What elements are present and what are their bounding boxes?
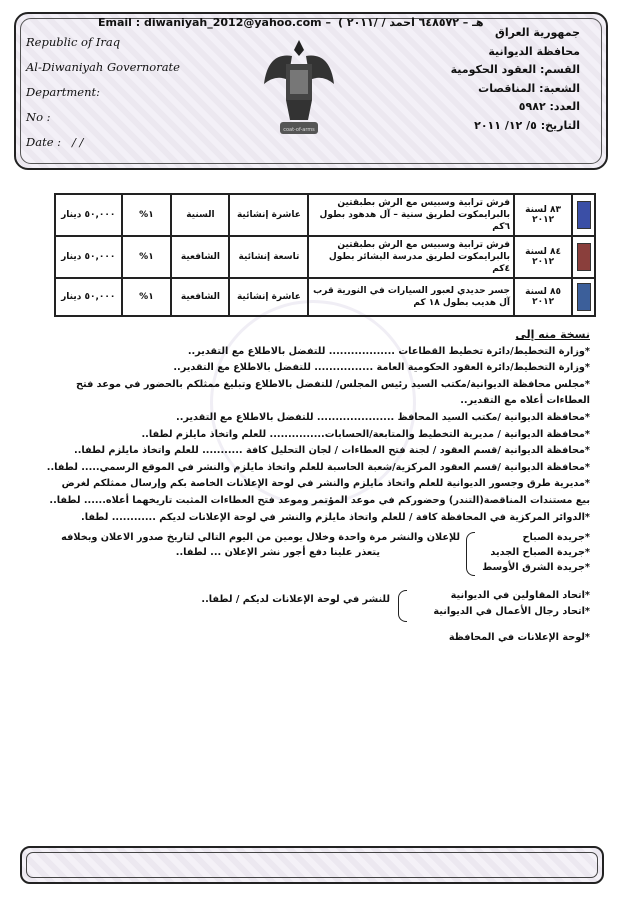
eagle-emblem-icon <box>262 34 336 154</box>
tender-percent: ١% <box>122 236 172 278</box>
tender-amount: ٥٠,٠٠٠ دينار <box>55 194 122 236</box>
list-item: *مديرية طرق وجسور الديوانية للعلم واتخاذ مايلزم والنشر في لوحة الإعلانات الخاصة بكم وإرسال ممثلكم لغرض بيع مستندات المناقصة(التندر) وحضوركم في موعد المؤتمر وموعد فتح العطاءات المثبت تاريخهما أعلاه...... لطفا.. <box>49 478 590 506</box>
republic-ar: جمهورية العراق <box>495 26 580 39</box>
list-item: *الدوائر المركزية في المحافظة كافة / للعلم واتخاذ مايلزم والنشر في لوحة الإعلانات لديكم ............ لطفا. <box>81 511 590 523</box>
list-item: *محافظة الديوانية / مديرية التخطيط والمتابعة/الحسابات............... للعلم واتخاذ مايلزم لطفا.. <box>141 428 590 440</box>
row-color-swatch <box>577 243 591 271</box>
list-item: *جريدة الصباح <box>522 532 590 543</box>
list-item: *محافظة الديوانية /مكتب السيد المحافظ ..................... للتفضل بالاطلاع مع التقدير.. <box>176 411 590 423</box>
list-item: *جريدة الصباح الجديد <box>490 547 590 558</box>
newspapers-note: للإعلان والنشر مرة واحدة وخلال يومين من اليوم التالي لتاريخ صدور الاعلان وبخلافه يتعذر علينا دفع أجور نشر الإعلان ... لطفا.. <box>61 532 460 558</box>
republic-en: Republic of Iraq <box>26 35 121 49</box>
footer-reference: هـ – ٦٤٨٥٧٢ احمد / /٢٠١١ ) <box>338 16 484 29</box>
governorate-ar: محافظة الديوانية <box>488 44 580 58</box>
list-item: *وزارة التخطيط/دائرة العقود الحكومية العامة ................ للتفضل بالاطلاع مع التقدير.. <box>173 362 590 374</box>
list-item: *اتحاد المقاولين في الديوانية <box>450 590 590 601</box>
copy-list <box>45 327 590 526</box>
letterhead-right <box>451 24 580 135</box>
tender-number: ٨٤ لسنة ٢٠١٢ <box>514 236 572 278</box>
row-color-swatch <box>577 201 591 229</box>
tender-section: السنية <box>171 194 229 236</box>
tenders-table <box>54 193 596 317</box>
tender-percent: ١% <box>122 194 172 236</box>
list-item: *جريدة الشرق الأوسط <box>482 562 590 573</box>
governorate-en: Al-Diwaniyah Governorate <box>26 60 180 74</box>
tender-rank: تاسعة إنشائية <box>229 236 308 278</box>
tender-section: الشافعية <box>171 236 229 278</box>
list-item: *محافظة الديوانية /قسم العقود المركزية/شعبة الحاسبة للعلم واتخاذ مايلزم والنشر في الموقع الرسمي..... لطفا.. <box>46 461 590 473</box>
unions-brace <box>398 590 407 622</box>
no-en: No : <box>26 110 51 124</box>
tender-amount: ٥٠,٠٠٠ دينار <box>55 236 122 278</box>
emblem-caption: coat-of-arms <box>283 127 315 133</box>
tender-description: فرش ترابية وسبيس مع الرش بطبقتين بالبرايمكوت لطريق سنية – آل هدهود بطول ٦كم <box>308 194 514 236</box>
tender-number: ٨٣ لسنة ٢٠١٢ <box>514 194 572 236</box>
tender-percent: ١% <box>122 278 172 316</box>
unions-list <box>400 588 590 620</box>
newspapers-brace <box>466 532 475 576</box>
list-item: *اتحاد رجال الأعمال في الديوانية <box>433 606 590 617</box>
tender-rank: عاشرة إنشائية <box>229 194 308 236</box>
department-ar: القسم: العقود الحكومية <box>450 63 580 76</box>
date-ar: التاريخ: ٥/ ١٢/ ٢٠١١ <box>474 118 580 132</box>
table-row <box>55 236 595 278</box>
table-row <box>55 278 595 316</box>
copy-heading: نسخة منه إلى <box>515 328 590 341</box>
department-en: Department: <box>26 85 100 99</box>
list-item: *محافظة الديوانية /قسم العقود / لجنة فتح العطاءات / لجان التحليل كافة ........... للعلم واتخاذ مايلزم لطفا.. <box>74 445 590 457</box>
tender-rank: عاشرة إنشائية <box>229 278 308 316</box>
unions-note: للنشر في لوحة الإعلانات لديكم / لطفا.. <box>201 594 390 605</box>
number-ar: العدد: ٥٩٨٢ <box>518 100 580 113</box>
newspapers-list <box>470 530 590 575</box>
list-item: *مجلس محافظة الديوانية/مكتب السيد رئيس المجلس/ للتفضل بالاطلاع وتبليغ ممثلكم بالحضور في موعد فتح العطاءات أعلاه مع التقدير.. <box>76 378 590 407</box>
date-en: Date : / / <box>26 135 84 149</box>
tender-number: ٨٥ لسنة ٢٠١٢ <box>514 278 572 316</box>
board-line: *لوحة الإعلانات في المحافظة <box>448 632 590 643</box>
list-item: *وزارة التخطيط/دائرة تخطيط القطاعات .................. للتفضل بالاطلاع مع التقدير.. <box>187 345 590 357</box>
tender-description: فرش ترابية وسبيس مع الرش بطبقتين بالبرايمكوت لطريق مدرسة البشائر بطول ٤كم <box>308 236 514 278</box>
letterhead-left <box>26 30 180 155</box>
table-row <box>55 194 595 236</box>
tender-amount: ٥٠,٠٠٠ دينار <box>55 278 122 316</box>
footer-email: Email : diwaniyah_2012@yahoo.com – <box>98 16 331 29</box>
tender-description: جسر حديدي لعبور السيارات في النورية قرب آل هديب بطول ١٨ كم <box>308 278 514 316</box>
section-ar: الشعبة: المناقصات <box>478 81 580 95</box>
tender-section: الشافعية <box>171 278 229 316</box>
footer-frame <box>20 846 604 884</box>
row-color-swatch <box>577 283 591 311</box>
